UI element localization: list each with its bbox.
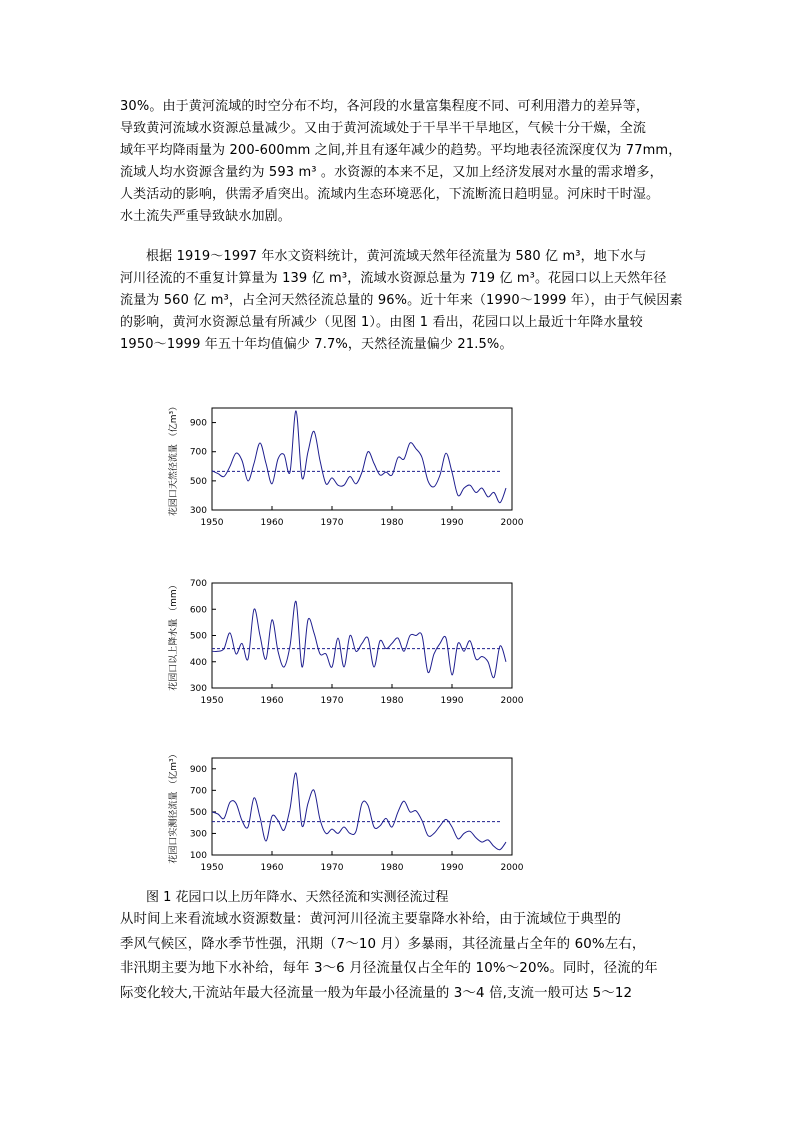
x-tick-label: 1950 [200,863,224,873]
chart-natural-runoff [150,395,530,547]
chart-natural-runoff-svg [150,395,530,543]
p1-line: 人类活动的影响，供需矛盾突出。流域内生态环境恶化，下流断流日趋明显。河床时干时湿。 [120,187,660,202]
p3-line: 从时间上来看流域水资源数量：黄河河川径流主要靠降水补给，由于流域位于典型的 [120,912,622,927]
p2-line: 流量为 560 亿 m³，占全河天然径流总量的 96%。近十年来（1990～1999 年），由于气候因素 [120,293,683,308]
series-line [212,773,506,850]
x-tick-label: 2000 [500,696,524,706]
x-tick-label: 1970 [320,863,344,873]
x-tick-label: 1980 [380,863,404,873]
paragraph-1 [120,96,680,228]
chart-measured-runoff [150,745,530,887]
x-tick-label: 1950 [200,518,224,528]
chart-measured-runoff-svg [150,745,530,883]
p3-line: 季风气候区，降水季节性强，汛期（7～10 月）多暴雨，其径流量占全年的 60%左右， [120,936,646,952]
p3-line: 际变化较大,干流站年最大径流量一般为年最小径流量的 3～4 倍,支流一般可达 5～12 [120,985,633,1001]
p1-line: 水土流失严重导致缺水加剧。 [120,209,291,224]
x-tick-label: 1980 [380,696,404,706]
x-tick-label: 1970 [320,696,344,706]
y-tick-label: 700 [189,579,207,589]
p2-line: 根据 1919～1997 年水文资料统计，黄河流域天然年径流量为 580 亿 m³，地下水与 [146,249,647,264]
y-tick-label: 500 [189,631,207,642]
y-tick-label: 300 [189,684,207,694]
x-tick-label: 1990 [440,518,464,528]
chart-precipitation [150,570,530,722]
p1-line: 导致黄河流域水资源总量减少。又由于黄河流域处于干旱半干旱地区，气候十分干燥，全流 [120,121,647,136]
paragraph-3 [120,908,680,1006]
p1-line: 域年平均降雨量为 200-600mm 之间,并且有逐年减少的趋势。平均地表径流深度仅为 77mm， [120,143,682,158]
series-line [212,411,506,503]
y-tick-label: 700 [189,447,207,458]
x-tick-label: 1970 [320,518,344,528]
y-tick-label: 400 [189,657,207,668]
y-tick-label: 900 [189,418,207,429]
y-axis-label: 花园口以上降水量 （mm） [169,580,179,691]
y-axis-label: 花园口天然径流量 （亿m³） [169,401,179,517]
p1-line: 流域人均水资源含量约为 593 m³ 。水资源的本来不足，又加上经济发展对水量的需求增多， [120,165,663,180]
plot-frame [212,408,512,510]
y-tick-label: 300 [189,829,207,840]
y-axis-label: 花园口实测径流量 （亿m³） [169,749,179,864]
x-tick-label: 1990 [440,696,464,706]
p1-line: 30%。由于黄河流域的时空分布不均，各河段的水量富集程度不同、可利用潜力的差异等， [120,99,650,114]
x-tick-label: 1960 [260,696,284,706]
x-tick-label: 1950 [200,696,224,706]
y-tick-label: 700 [189,786,207,797]
p2-line: 的影响，黄河水资源总量有所减少（见图 1）。由图 1 看出，花园口以上最近十年降水量较 [120,315,643,330]
x-tick-label: 1960 [260,518,284,528]
paragraph-2 [120,246,683,356]
series-line [212,601,506,678]
p2-line: 河川径流的不重复计算量为 139 亿 m³，流域水资源总量为 719 亿 m³。花园口以上天然年径 [120,271,667,286]
x-tick-label: 2000 [500,518,524,528]
plot-frame [212,583,512,688]
y-tick-label: 600 [189,605,207,616]
p3-line: 非汛期主要为地下水补给，每年 3～6 月径流量仅占全年的 10%～20%。同时，径流的年 [120,961,658,976]
x-tick-label: 1990 [440,863,464,873]
y-tick-label: 500 [189,807,207,818]
figure-caption: 图 1 花园口以上历年降水、天然径流和实测径流过程 [146,890,449,905]
y-tick-label: 300 [189,506,207,516]
chart-precipitation-svg [150,570,530,718]
p2-line: 1950～1999 年五十年均值偏少 7.7%，天然径流量偏少 21.5%。 [120,337,513,352]
y-tick-label: 100 [189,851,207,861]
y-tick-label: 900 [189,764,207,775]
x-tick-label: 1960 [260,863,284,873]
x-tick-label: 2000 [500,863,524,873]
x-tick-label: 1980 [380,518,404,528]
y-tick-label: 500 [189,476,207,487]
